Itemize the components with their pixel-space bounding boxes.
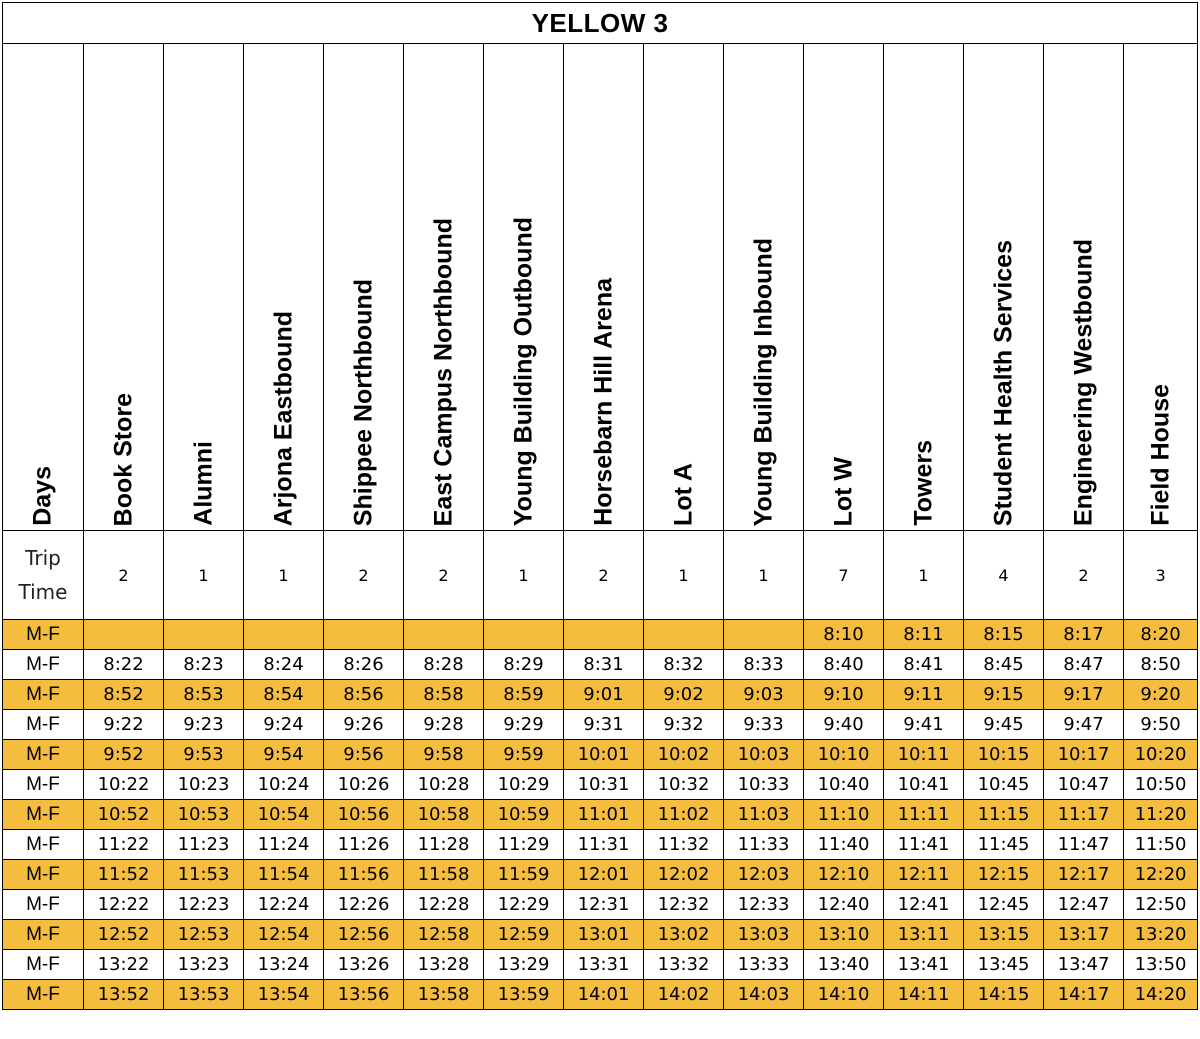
time-cell: 10:03 [724, 740, 804, 770]
time-cell: 14:02 [644, 980, 724, 1010]
time-cell: 11:31 [564, 830, 644, 860]
table-row [3, 860, 1198, 890]
stop-header [1044, 44, 1124, 531]
time-cell: 13:24 [244, 950, 324, 980]
stop-header [644, 44, 724, 531]
time-cell: 12:32 [644, 890, 724, 920]
time-cell: 12:59 [484, 920, 564, 950]
time-cell: 11:11 [884, 800, 964, 830]
time-cell: 14:15 [964, 980, 1044, 1010]
time-cell: 12:33 [724, 890, 804, 920]
time-cell: 12:24 [244, 890, 324, 920]
day-cell: M-F [3, 770, 84, 800]
time-cell: 11:53 [164, 860, 244, 890]
stop-header [164, 44, 244, 531]
time-cell: 10:29 [484, 770, 564, 800]
time-cell: 9:01 [564, 680, 644, 710]
time-cell [484, 620, 564, 650]
time-cell: 12:41 [884, 890, 964, 920]
time-cell: 8:32 [644, 650, 724, 680]
time-cell: 12:10 [804, 860, 884, 890]
time-cell: 8:45 [964, 650, 1044, 680]
time-cell: 12:58 [404, 920, 484, 950]
day-cell: M-F [3, 740, 84, 770]
time-cell: 13:52 [84, 980, 164, 1010]
time-cell: 8:41 [884, 650, 964, 680]
time-cell: 12:47 [1044, 890, 1124, 920]
stop-header-label: Young Building Inbound [749, 237, 777, 526]
time-cell: 9:40 [804, 710, 884, 740]
time-cell: 10:47 [1044, 770, 1124, 800]
stop-header [564, 44, 644, 531]
time-cell: 9:33 [724, 710, 804, 740]
time-cell: 13:45 [964, 950, 1044, 980]
time-cell: 13:41 [884, 950, 964, 980]
time-cell: 10:32 [644, 770, 724, 800]
time-cell: 12:23 [164, 890, 244, 920]
stop-header-label: Young Building Outbound [509, 216, 537, 526]
stop-header-label: Student Health Services [989, 239, 1017, 526]
time-cell: 11:50 [1124, 830, 1198, 860]
time-cell: 8:17 [1044, 620, 1124, 650]
table-row [3, 770, 1198, 800]
table-row [3, 920, 1198, 950]
time-cell: 12:40 [804, 890, 884, 920]
table-row [3, 650, 1198, 680]
stop-header-label: Shippee Northbound [349, 278, 377, 526]
time-cell: 12:56 [324, 920, 404, 950]
time-cell: 11:58 [404, 860, 484, 890]
time-cell: 9:15 [964, 680, 1044, 710]
day-cell: M-F [3, 950, 84, 980]
time-cell: 11:17 [1044, 800, 1124, 830]
trip-time-value: 2 [564, 531, 644, 620]
stop-header [484, 44, 564, 531]
time-cell: 8:56 [324, 680, 404, 710]
time-cell: 11:03 [724, 800, 804, 830]
time-cell: 13:53 [164, 980, 244, 1010]
trip-time-value: 1 [484, 531, 564, 620]
table-row [3, 710, 1198, 740]
time-cell: 10:31 [564, 770, 644, 800]
time-cell: 8:26 [324, 650, 404, 680]
stop-header-label: Engineering Westbound [1069, 238, 1097, 526]
time-cell: 10:58 [404, 800, 484, 830]
time-cell: 8:23 [164, 650, 244, 680]
time-cell: 13:31 [564, 950, 644, 980]
trip-time-value: 4 [964, 531, 1044, 620]
time-cell: 8:20 [1124, 620, 1198, 650]
time-cell: 13:32 [644, 950, 724, 980]
time-cell: 8:52 [84, 680, 164, 710]
time-cell: 9:53 [164, 740, 244, 770]
time-cell: 8:59 [484, 680, 564, 710]
day-cell: M-F [3, 890, 84, 920]
time-cell: 11:01 [564, 800, 644, 830]
time-cell: 14:03 [724, 980, 804, 1010]
time-cell: 13:11 [884, 920, 964, 950]
time-cell [244, 620, 324, 650]
time-cell: 13:54 [244, 980, 324, 1010]
time-cell: 13:50 [1124, 950, 1198, 980]
time-cell: 9:23 [164, 710, 244, 740]
time-cell: 9:52 [84, 740, 164, 770]
time-cell: 11:59 [484, 860, 564, 890]
day-cell: M-F [3, 860, 84, 890]
time-cell: 10:10 [804, 740, 884, 770]
time-cell: 9:31 [564, 710, 644, 740]
time-cell: 13:40 [804, 950, 884, 980]
time-cell: 13:23 [164, 950, 244, 980]
table-row [3, 800, 1198, 830]
time-cell: 11:23 [164, 830, 244, 860]
time-cell: 9:20 [1124, 680, 1198, 710]
time-cell: 8:10 [804, 620, 884, 650]
table-row [3, 980, 1198, 1010]
time-cell: 13:59 [484, 980, 564, 1010]
time-cell: 10:59 [484, 800, 564, 830]
time-cell: 8:28 [404, 650, 484, 680]
time-cell: 8:58 [404, 680, 484, 710]
time-cell: 13:33 [724, 950, 804, 980]
trip-time-value: 2 [404, 531, 484, 620]
trip-time-value: 1 [164, 531, 244, 620]
day-cell: M-F [3, 920, 84, 950]
time-cell: 8:15 [964, 620, 1044, 650]
stop-header-label: Horsebarn Hill Arena [589, 278, 617, 526]
days-header-label: Days [28, 466, 57, 526]
time-cell: 13:47 [1044, 950, 1124, 980]
time-cell: 13:56 [324, 980, 404, 1010]
stop-header [884, 44, 964, 531]
trip-time-value: 1 [884, 531, 964, 620]
stop-header-label: East Campus Northbound [429, 217, 457, 526]
trip-time-value: 1 [724, 531, 804, 620]
time-cell: 10:45 [964, 770, 1044, 800]
time-cell: 10:33 [724, 770, 804, 800]
time-cell: 10:52 [84, 800, 164, 830]
stop-header [84, 44, 164, 531]
time-cell: 11:28 [404, 830, 484, 860]
stop-header [964, 44, 1044, 531]
time-cell: 10:15 [964, 740, 1044, 770]
time-cell: 13:17 [1044, 920, 1124, 950]
time-cell: 12:45 [964, 890, 1044, 920]
time-cell: 13:20 [1124, 920, 1198, 950]
time-cell: 10:02 [644, 740, 724, 770]
day-cell: M-F [3, 830, 84, 860]
schedule-title: YELLOW 3 [3, 3, 1198, 44]
time-cell [84, 620, 164, 650]
time-cell: 10:53 [164, 800, 244, 830]
day-cell: M-F [3, 710, 84, 740]
time-cell: 9:11 [884, 680, 964, 710]
time-cell: 11:26 [324, 830, 404, 860]
time-cell: 8:33 [724, 650, 804, 680]
time-cell: 9:47 [1044, 710, 1124, 740]
time-cell: 11:56 [324, 860, 404, 890]
stop-header [244, 44, 324, 531]
day-cell: M-F [3, 980, 84, 1010]
time-cell: 8:50 [1124, 650, 1198, 680]
time-cell: 9:17 [1044, 680, 1124, 710]
day-cell: M-F [3, 800, 84, 830]
time-cell: 9:03 [724, 680, 804, 710]
time-cell: 11:32 [644, 830, 724, 860]
header-row [3, 44, 1198, 531]
time-cell: 11:40 [804, 830, 884, 860]
time-cell: 12:15 [964, 860, 1044, 890]
time-cell: 9:50 [1124, 710, 1198, 740]
time-cell [644, 620, 724, 650]
table-row [3, 830, 1198, 860]
time-cell: 11:22 [84, 830, 164, 860]
time-cell: 10:28 [404, 770, 484, 800]
time-cell: 11:45 [964, 830, 1044, 860]
time-cell: 13:10 [804, 920, 884, 950]
time-cell: 10:01 [564, 740, 644, 770]
trip-time-value: 7 [804, 531, 884, 620]
trip-time-value: 2 [84, 531, 164, 620]
time-cell: 14:20 [1124, 980, 1198, 1010]
time-cell: 8:53 [164, 680, 244, 710]
time-cell: 11:47 [1044, 830, 1124, 860]
time-cell [564, 620, 644, 650]
time-cell: 8:22 [84, 650, 164, 680]
title-row [3, 3, 1198, 44]
time-cell: 14:10 [804, 980, 884, 1010]
time-cell: 11:10 [804, 800, 884, 830]
time-cell: 11:20 [1124, 800, 1198, 830]
time-cell: 9:32 [644, 710, 724, 740]
stop-header [724, 44, 804, 531]
time-cell: 13:28 [404, 950, 484, 980]
time-cell: 9:41 [884, 710, 964, 740]
time-cell: 10:26 [324, 770, 404, 800]
stop-header [804, 44, 884, 531]
trip-time-value: 3 [1124, 531, 1198, 620]
time-cell: 10:11 [884, 740, 964, 770]
trip-time-value: 1 [244, 531, 324, 620]
time-cell: 10:54 [244, 800, 324, 830]
time-cell: 8:54 [244, 680, 324, 710]
trip-time-row [3, 531, 1198, 620]
table-row [3, 890, 1198, 920]
trip-time-value: 2 [324, 531, 404, 620]
stop-header [404, 44, 484, 531]
time-cell: 10:23 [164, 770, 244, 800]
time-cell: 14:17 [1044, 980, 1124, 1010]
time-cell: 11:24 [244, 830, 324, 860]
time-cell: 9:10 [804, 680, 884, 710]
trip-time-header [3, 531, 84, 620]
time-cell: 9:45 [964, 710, 1044, 740]
time-cell: 9:02 [644, 680, 724, 710]
time-cell: 12:29 [484, 890, 564, 920]
time-cell: 14:11 [884, 980, 964, 1010]
time-cell [724, 620, 804, 650]
time-cell [164, 620, 244, 650]
time-cell: 8:47 [1044, 650, 1124, 680]
time-cell: 12:26 [324, 890, 404, 920]
time-cell: 13:03 [724, 920, 804, 950]
days-header [3, 44, 84, 531]
table-row [3, 740, 1198, 770]
time-cell: 9:59 [484, 740, 564, 770]
schedule-body [3, 620, 1198, 1010]
time-cell: 10:56 [324, 800, 404, 830]
stop-header [324, 44, 404, 531]
time-cell: 11:33 [724, 830, 804, 860]
time-cell: 12:20 [1124, 860, 1198, 890]
time-cell: 9:58 [404, 740, 484, 770]
stop-header-label: Towers [909, 440, 937, 526]
stop-header-label: Lot W [829, 456, 857, 526]
time-cell: 10:22 [84, 770, 164, 800]
time-cell: 12:03 [724, 860, 804, 890]
time-cell: 13:58 [404, 980, 484, 1010]
time-cell: 9:54 [244, 740, 324, 770]
time-cell: 9:28 [404, 710, 484, 740]
trip-time-label: Trip Time [18, 546, 68, 604]
time-cell: 11:54 [244, 860, 324, 890]
time-cell: 9:26 [324, 710, 404, 740]
time-cell: 10:41 [884, 770, 964, 800]
time-cell: 9:24 [244, 710, 324, 740]
time-cell: 13:22 [84, 950, 164, 980]
stop-header [1124, 44, 1198, 531]
time-cell: 12:01 [564, 860, 644, 890]
stop-header-label: Arjona Eastbound [269, 310, 297, 526]
time-cell: 10:17 [1044, 740, 1124, 770]
time-cell: 12:17 [1044, 860, 1124, 890]
time-cell: 9:56 [324, 740, 404, 770]
stop-header-label: Book Store [109, 392, 137, 526]
time-cell: 11:41 [884, 830, 964, 860]
schedule-document [2, 2, 1197, 1010]
time-cell: 8:40 [804, 650, 884, 680]
table-row [3, 680, 1198, 710]
time-cell: 10:24 [244, 770, 324, 800]
time-cell: 12:11 [884, 860, 964, 890]
trip-time-value: 1 [644, 531, 724, 620]
time-cell: 8:24 [244, 650, 324, 680]
table-row [3, 620, 1198, 650]
time-cell: 13:01 [564, 920, 644, 950]
time-cell: 12:50 [1124, 890, 1198, 920]
time-cell: 10:20 [1124, 740, 1198, 770]
time-cell: 13:26 [324, 950, 404, 980]
time-cell: 11:52 [84, 860, 164, 890]
time-cell: 8:29 [484, 650, 564, 680]
time-cell: 11:15 [964, 800, 1044, 830]
table-row [3, 950, 1198, 980]
time-cell: 11:02 [644, 800, 724, 830]
day-cell: M-F [3, 620, 84, 650]
time-cell: 12:22 [84, 890, 164, 920]
time-cell: 12:54 [244, 920, 324, 950]
time-cell: 9:29 [484, 710, 564, 740]
stop-header-label: Alumni [189, 441, 217, 526]
day-cell: M-F [3, 680, 84, 710]
time-cell: 14:01 [564, 980, 644, 1010]
trip-time-value: 2 [1044, 531, 1124, 620]
time-cell: 12:28 [404, 890, 484, 920]
stop-header-label: Lot A [669, 463, 697, 526]
time-cell [404, 620, 484, 650]
time-cell: 8:11 [884, 620, 964, 650]
time-cell: 13:02 [644, 920, 724, 950]
time-cell [324, 620, 404, 650]
time-cell: 12:02 [644, 860, 724, 890]
time-cell: 12:53 [164, 920, 244, 950]
time-cell: 13:29 [484, 950, 564, 980]
time-cell: 10:40 [804, 770, 884, 800]
time-cell: 13:15 [964, 920, 1044, 950]
time-cell: 8:31 [564, 650, 644, 680]
time-cell: 11:29 [484, 830, 564, 860]
stop-header-label: Field House [1146, 384, 1175, 526]
time-cell: 9:22 [84, 710, 164, 740]
time-cell: 10:50 [1124, 770, 1198, 800]
day-cell: M-F [3, 650, 84, 680]
time-cell: 12:31 [564, 890, 644, 920]
schedule-table [2, 2, 1198, 1010]
time-cell: 12:52 [84, 920, 164, 950]
